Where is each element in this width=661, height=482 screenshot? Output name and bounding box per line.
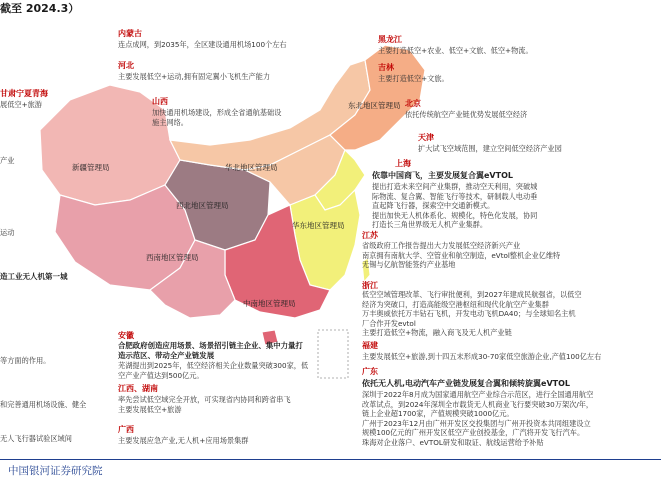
heading-guangxi: 广西 [118, 425, 134, 434]
text-heilongjiang: 主要打造低空+农业、低空+文旅、低空+物流。 [378, 46, 533, 55]
heading-tianjin: 天津 [418, 133, 434, 142]
label-xinan: 西南地区管理局 [146, 253, 199, 262]
footer-source: 中国银河证券研究院 [8, 465, 103, 477]
text-neimenggu: 连点成网，到2035年，全区建设通用机场100个左右 [118, 40, 287, 49]
heading-jiangsu: 江苏 [362, 231, 378, 240]
heading-fujian: 福建 [362, 341, 378, 350]
fragment-b: 运动 [0, 228, 15, 237]
heading-guangdong: 广东 [362, 367, 378, 376]
text-jiangxi: 率先尝试低空域完全开放，可实现省内协同和跨省串飞 主要发展低空+旅游 [118, 395, 291, 414]
text-zhejiang: 低空空域管理改革、飞行审批便利，到2027年建成民航强省，以低空 经济为突破口，打造高能级空港枢纽和现代化航空产业集群 万丰奥威依托万丰钻石飞机，开发电动飞机DA40；与全球知名主机 厂合作开发evtol 主要打造低空+物流，融入商飞及无人机产业链 [362, 290, 582, 338]
text-shanghai: 提出打造未来空间产业集群，推动空天利用，突破城 际物流、复合翼、智能飞行等技术，研制载人电动垂 直起降飞行器，探索空中交通新模式。 提出加快无人机体系化、规模化，特色化发展，协同 打造长三角世界级无人机产业集群。 [372, 182, 538, 230]
header-title: 截至 2024.3） [0, 2, 80, 15]
text-anhui-bold: 合肥政府创造应用场景、场景招引链主企业、集中力量打 造示范区、带动全产业链发展 [118, 341, 303, 360]
south-china-sea-inset [318, 330, 348, 378]
fragment-f: 无人飞行器试验区域间 [0, 434, 72, 443]
text-anhui: 芜湖提出到2025年，低空经济相关企业数量突破300家，低 空产业产值达到500亿元。 [118, 361, 309, 380]
heading-guangdong-sub: 依托无人机,电动汽车产业链发展复合翼和倾转旋翼eVTOL [362, 379, 571, 388]
heading-hebei: 河北 [118, 61, 134, 70]
heading-jiangxi: 江西、湖南 [118, 384, 158, 393]
label-huabei: 华北地区管理局 [225, 163, 278, 172]
fragment-a: 产业 [0, 156, 15, 165]
text-gansu: 展低空+旅游 [0, 100, 42, 109]
label-xibei: 西北地区管理局 [176, 201, 229, 210]
heading-beijing: 北京 [405, 99, 421, 108]
label-xinjiang: 新疆管理局 [72, 163, 110, 172]
footer-rule [0, 459, 661, 460]
fragment-c: 造工业无人机第一城 [0, 272, 68, 281]
text-fujian: 主要发展低空+旅游,到十四五末形成30-70家低空旅游企业,产值100亿左右 [362, 352, 602, 361]
label-zhongnan: 中南地区管理局 [243, 299, 296, 308]
text-beijing: 依托传统航空产业链优势发展低空经济 [405, 110, 528, 119]
label-huadong: 华东地区管理局 [292, 221, 345, 230]
heading-jilin: 吉林 [378, 63, 394, 72]
heading-zhejiang: 浙江 [362, 281, 378, 290]
heading-shanxi: 山西 [152, 97, 168, 106]
text-guangxi: 主要发展应急产业,无人机+应用场景集群 [118, 436, 249, 445]
text-hebei: 主要发展低空+运动,拥有固定翼小飞机生产能力 [118, 72, 271, 81]
fragment-e: 和完善通用机场设施、健全 [0, 400, 87, 409]
heading-neimenggu: 内蒙古 [118, 29, 142, 38]
fragment-d: 等方面的作用。 [0, 356, 51, 365]
text-jiangsu: 省级政府工作报告提出大力发展低空经济新兴产业 南京拥有南航大学、空管业和航空制造，eVtol整机企业亿维特 无锡与亿航智能签约产业基地 [362, 241, 561, 270]
heading-anhui: 安徽 [118, 331, 134, 340]
heading-shanghai: 上海 [395, 159, 411, 168]
text-shanxi: 加快通用机场建设，形成全省通航基础设 施主网络。 [152, 108, 282, 127]
label-dongbei: 东北地区管理局 [348, 101, 401, 110]
heading-gansu: 甘肃宁夏青海 [0, 89, 48, 98]
text-guangdong: 深圳于2022年8月成为国家通用航空产业综合示范区，进行全国通用航空 改革试点，到2024年深圳全市载货无人机商业飞行要突破30万架次/年， 链上企业超1700家，产值规模突破1000亿元。 广州于2023年12月由广州开发区交投集团与广州开投资本共同组建设立 规模100亿元的广州开发区低空产业创投基金，广汽将开发飞行汽车。 珠海对企业落户、eVTOL研发和取证、航线运营给予补贴 [362, 390, 594, 447]
heading-heilongjiang: 黑龙江 [378, 35, 402, 44]
text-tianjin: 扩大试飞空域范围，建立空间低空经济产业园 [418, 144, 562, 153]
text-jilin: 主要打造低空+文旅。 [378, 74, 449, 83]
heading-shanghai-sub: 依靠中国商飞，主要发展复合翼eVTOL [372, 171, 513, 180]
